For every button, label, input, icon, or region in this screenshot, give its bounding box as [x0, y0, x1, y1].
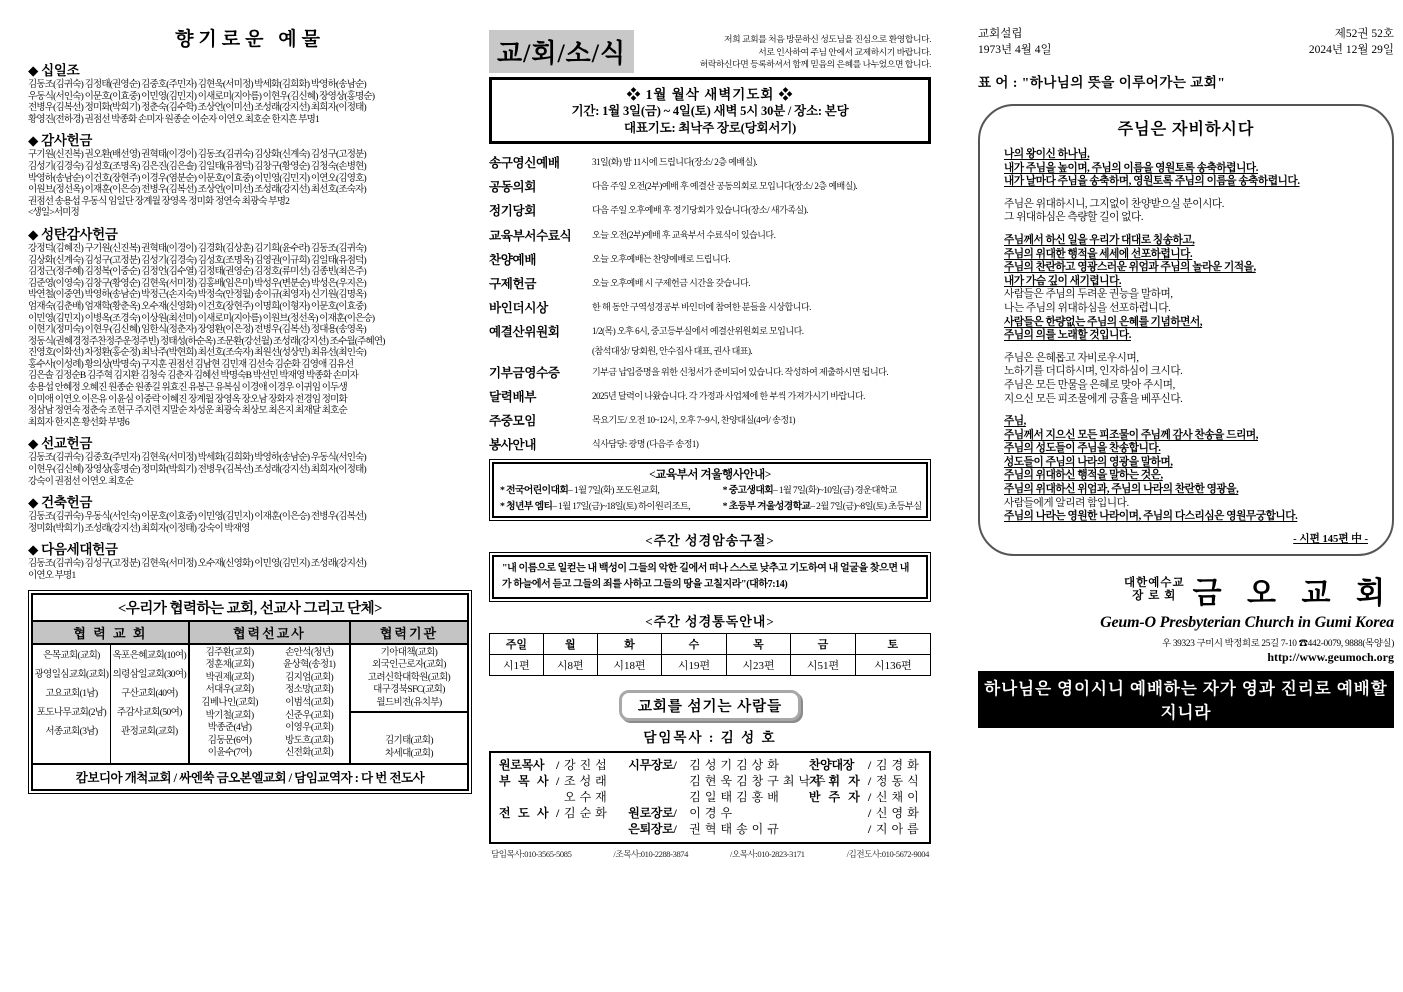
offering-names-line: 정동식(권혜경정주찬정주운정주빈) 정태성(하순옥) 조문환(강선월) 조성래(강지선) 조수월(주혜연): [28, 336, 385, 347]
poem-line: 내가 주님을 높이며, 주님의 이름을 영원토록 송축하렵니다.: [1004, 162, 1258, 174]
servants-name: 김 현 욱 김 창 구 최 낙 주: [689, 774, 827, 789]
church-motto: 표 어 : "하나님의 뜻을 이루어가는 교회": [978, 75, 1226, 90]
partner-missionary: 정소망(교회): [285, 685, 334, 696]
partner-organization: 고려신학대학원(교회): [367, 672, 451, 683]
offering-names-line: 진영호(이화선) 차정환(홍순정) 최낙주(박현희) 최선호(조숙자) 최원선(성상민) 최유선(최인숙): [28, 348, 366, 359]
servants-cell: [495, 773, 628, 789]
servants-cell: [628, 821, 809, 837]
partner-organization: 외국인근로자(교회): [372, 660, 446, 671]
servants-name: 김 성 기 김 상 화: [689, 758, 780, 773]
memory-verse-heading: <주간 성경암송구절>: [645, 533, 775, 549]
poem-line: 주님은 위대하시니, 그지없이 찬양받으실 분이시다.: [1004, 198, 1224, 210]
poem-stanza: [1004, 510, 1368, 524]
responsive-reading-citation: - 시편 145편 中 -: [1293, 533, 1368, 545]
partner-church: 구산교회(40여): [121, 688, 178, 699]
poem-line: 지으신 모든 피조물에게 긍휼을 베푸신다.: [1004, 393, 1183, 405]
reading-day-cell: 화: [597, 634, 662, 655]
poem-stanza: [1004, 415, 1368, 497]
reading-day-cell: 월: [543, 634, 597, 655]
offering-section: [28, 59, 472, 126]
offering-names-line: 이현기(정미숙) 이현우(김신혜) 임한식(정춘자) 장영환(이은정) 전병우(김복선) 정대용(송영옥): [28, 325, 366, 336]
servants-role-label: 원로목사 /: [499, 758, 559, 773]
reading-passage-cell: 시136편: [855, 655, 930, 676]
winter-events-box: [489, 459, 931, 521]
offering-names-line: 최희자 한지흔 황선화 부명6: [28, 417, 129, 428]
servants-role-label: 원로장로/: [628, 806, 677, 821]
reading-day-cell: 주일: [490, 634, 544, 655]
offering-names-line: 박연철(이중연) 박영하(송남순) 박정근(손지숙) 박정숙(안정월) 송이규(최영자) 신기원(김명옥): [28, 290, 366, 301]
poem-line: 주님께서 지으신 모든 피조물이 주님께 감사 찬송을 드리며,: [1004, 429, 1258, 441]
partner-church: 은목교회(교회): [43, 650, 100, 661]
partner-missionary: 김지엄(교회): [285, 672, 334, 683]
partner-missionary: 방도흐(교회): [285, 735, 334, 746]
poem-line: 노하기를 더디하시며, 인자하심이 크시다.: [1004, 366, 1183, 378]
servants-cell: [809, 773, 925, 789]
partner-church: 고요교회(1남): [45, 688, 98, 699]
memory-verse-box: [489, 552, 931, 602]
partner-missionary: 박종준(4남): [207, 723, 252, 734]
servants-cell: [628, 789, 809, 805]
announcement-label: 송구영신예배: [489, 156, 560, 170]
dawn-prayer-box: [489, 77, 931, 144]
offering-names-line: <생일>서미정: [28, 208, 80, 219]
servants-cell: [495, 805, 628, 821]
announcement-text: 오늘 오후예배는 찬양예배로 드립니다.: [592, 253, 731, 264]
issue-block: [1309, 26, 1394, 58]
announcement-row: [489, 274, 931, 292]
responsive-reading-body: [1004, 148, 1368, 524]
announcement-row: [489, 387, 931, 405]
offering-names-line: 이미애 이연오 이은유 이윤심 이중락 이혜진 장계월 장영옥 장오남 장화자 전경임 정미화: [28, 394, 347, 405]
reading-passage-cell: 시23편: [726, 655, 791, 676]
reading-heading: <주간 성경통독안내>: [645, 614, 775, 630]
poem-line: 주님은 은혜롭고 자비로우시며,: [1004, 352, 1139, 364]
scripture-banner: 하나님은 영이시니 예배하는 자가 영과 진리로 예배할지니라: [978, 671, 1394, 728]
announcement-text: 식사담당: 광명 (다음주 송정1): [592, 439, 699, 450]
partners-footer: 캄보디아 개척교회 / 싸엔쑥 금오본엘교회 / 담임교역자 : 다 번 전도사: [33, 763, 467, 789]
offering-section-label: ◆ 선교헌금: [28, 436, 93, 452]
announcement-text: 31일(화) 밤 11시에 드립니다(장소/ 2층 예배실).: [592, 157, 758, 167]
servants-cell: [628, 757, 809, 773]
poem-line: 주님,: [1004, 416, 1026, 428]
offering-names-line: 이원브(정선옥) 이재훈(이은승) 전병우(김복선) 조상언(이미선) 조성래(강지선) 최선호(조숙자): [28, 185, 366, 196]
announcement-text: 1/2(목) 오후 6시, 중고등부실에서 예결산위원회로 모입니다.: [592, 326, 804, 337]
denomination-label: 대한예수교 장 로 회: [1124, 576, 1185, 602]
partner-missionary: 손안석(청년): [285, 647, 334, 658]
poem-stanza: [1004, 288, 1368, 315]
poem-line: 주님의 위대하신 위엄과, 주님의 나라의 찬란한 영광을,: [1004, 484, 1239, 496]
partner-missionary: 신준우(교회): [285, 710, 334, 721]
church-founded-date: 1973년 4월 4일: [978, 44, 1052, 56]
reading-passage-cell: 시19편: [662, 655, 727, 676]
partner-organization: 김기태(교회): [384, 736, 433, 747]
servants-cell: [809, 805, 925, 821]
partner-missionary: 이윤수(7여): [207, 748, 252, 759]
church-founded-label: 교회설립: [978, 28, 1023, 40]
announcement-row: [489, 435, 931, 453]
winter-event-item: * 초등부 겨울성경학교– 2월 7일(금)~8일(토) 초등부실: [722, 501, 922, 513]
servants-name: 오 수 재: [564, 790, 608, 805]
servants-role-label: [628, 789, 684, 805]
announcement-label: 교육부서수료식: [489, 228, 572, 243]
winter-events-grid: [500, 482, 920, 512]
servants-name: 강 진 섭: [564, 758, 608, 773]
offering-section: [28, 432, 472, 488]
poem-line: 사람들은 한량없는 주님의 은혜를 기념하면서,: [1004, 316, 1203, 328]
offering-names-line: 김정근(정주혜) 김정복(이중순) 김정언(김수열) 김정태(권영순) 김정호(류미선) 김종빈(최은주): [28, 267, 366, 278]
memory-verse-text: "내 이름으로 일컫는 내 백성이 그들의 악한 길에서 떠나 스스로 낮추고 기도하여 내 얼굴을 찾으면 내가 하늘에서 듣고 그들의 죄를 사하고 그들의 땅을 고칠지라"(대하7:14): [502, 563, 910, 591]
announcement-text: 한 해 동안 구역성경공부 바인더에 참여한 분들을 시상합니다.: [592, 302, 811, 313]
winter-event-item: * 전국어린이대회– 1월 7일(화) 포도원교회,: [500, 485, 660, 497]
church-founded-block: [978, 26, 1052, 58]
partner-organization: 월드비전(유치부): [376, 697, 442, 708]
poem-stanza: [1004, 198, 1368, 225]
partner-orgs-group: [351, 645, 467, 763]
announcement-label: 바인더시상: [489, 301, 548, 316]
servants-name: 신 영 화: [875, 806, 920, 821]
dawn-prayer-schedule: 기간: 1월 3일(금) ~ 4일(토) 새벽 5시 30분 / 장소: 본당: [571, 104, 849, 118]
servants-role-label: [628, 773, 684, 789]
poem-line: 내가 날마다 주님을 송축하며, 영원토록 주님의 이름을 송축하렵니다.: [1004, 176, 1300, 188]
servants-name: 김 일 태 김 홍 배: [689, 790, 780, 805]
partner-missionary: 이범석(교회): [285, 697, 334, 708]
poem-line: 그 위대하심은 측량할 길이 없다.: [1004, 212, 1144, 224]
church-website-url: http://www.geumoch.org: [1267, 649, 1394, 664]
offering-names-line: 엄재숙(김춘배) 엄재학(황춘옥) 오수재(신영화) 이건호(장현주) 이명희(이형자) 이문호(이효중): [28, 301, 366, 312]
partner-church: 옥포은혜교회(10여): [112, 650, 187, 661]
poem-stanza: [1004, 316, 1368, 343]
dawn-prayer-title: ❖ 1월 월삭 새벽기도회 ❖: [626, 87, 794, 102]
responsive-reading-box: [978, 104, 1394, 556]
senior-pastor-line: 담임목사 : 김 성 호: [643, 730, 777, 746]
servants-role-label: [499, 789, 559, 805]
offering-section: [28, 538, 472, 582]
offering-names-line: 정삼남 정연숙 정춘숙 조현구 주지련 지말순 차성운 최광숙 최상모 최은지 최재달 최호순: [28, 406, 347, 417]
offering-names-line: 구기원(신진복) 권오환(배선영) 권혁태(이경이) 김동조(김귀숙) 김상화(신계숙) 김성구(고정분): [28, 150, 366, 161]
poem-stanza: [1004, 352, 1368, 406]
servants-cell: [809, 757, 925, 773]
announcement-row: [489, 201, 931, 219]
partner-missionary: 김동문(6여): [207, 735, 252, 746]
announcement-label: 공동의회: [489, 180, 537, 195]
servants-row: [495, 789, 925, 805]
poem-line: 주님의 찬란하고 영광스러운 위엄과 주님의 놀라운 기적을,: [1004, 262, 1256, 274]
servants-cell: [809, 821, 925, 837]
partner-organization: 기아대책(교회): [380, 647, 438, 658]
partner-missionary: 김베나인(교회): [201, 697, 258, 708]
partner-church: 주감사교회(50여): [116, 707, 182, 718]
offering-sections: [28, 59, 472, 583]
partner-missionary: 정훈채(교회): [205, 660, 254, 671]
partner-missionaries-group: [190, 645, 351, 763]
servants-name: 정 동 식: [875, 774, 920, 789]
contact-phone: 담임목사:010-3565-5085: [491, 849, 572, 860]
contact-phone: /오목사:010-2823-3171: [730, 849, 805, 860]
winter-event-item: * 중고생대회– 1월 7일(화)~10일(금) 경운대학교: [722, 485, 897, 497]
poem-line: 주님의 나라는 영원한 나라이며, 주님의 다스리심은 영원무궁합니다.: [1004, 511, 1298, 523]
servants-badge: 교회를 섬기는 사람들: [619, 690, 801, 721]
servants-row: [495, 757, 925, 773]
offering-names-line: 우동식(서인숙) 이문호(이효중) 이민영(김민지) 이새로미(지아름) 이현우(김신혜) 장영상(홍명순): [28, 91, 375, 102]
announcement-row: [489, 298, 931, 316]
partner-missionary: 서대우(교회): [205, 685, 254, 696]
poem-stanza: [1004, 497, 1368, 511]
servants-role-label: 은퇴장로/: [628, 822, 677, 837]
dawn-prayer-leader: 대표기도: 최낙주 장로(당회서기): [623, 121, 797, 135]
welcome-line: 허락하신다면 등록하셔서 함께 믿음의 은혜를 나누었으면 합니다.: [699, 59, 931, 69]
offering-names-line: 김은솔 김정순B 김주혁 김지환 김청숙 김춘자 김혜선 박명숙B 박선민 박재영 박종화 손미자: [28, 371, 358, 382]
partner-organization: 차세대(교회): [384, 749, 433, 759]
issue-date: 2024년 12월 29일: [1308, 44, 1394, 56]
welcome-line: 서로 인사하여 주님 안에서 교제하시기 바랍니다.: [758, 46, 931, 57]
poem-line: 나의 왕이신 하나님,: [1004, 149, 1090, 160]
partners-column-header: 협력선교사: [190, 622, 351, 643]
announcement-label: 찬양예배: [489, 252, 537, 267]
partners-header-row: [33, 622, 467, 645]
reading-table: [489, 633, 931, 676]
servants-role-label: 찬양대장 /: [808, 758, 871, 773]
offering-names-line: 이민영(김민지) 이병옥(조경숙) 이상원(최선미) 이새로미(지아름) 이원브(정선옥) 이재훈(이은승): [28, 313, 375, 324]
offering-section: [28, 129, 472, 220]
announcement-label: 예결산위원회: [489, 325, 560, 340]
offering-names-line: 김동조(김귀숙) 김중호(주민자) 김현욱(서미정) 박세화(김희화) 박영하(송남순) 우동식(서인숙): [28, 453, 366, 464]
announcement-row: [489, 226, 931, 244]
announcement-row: [489, 250, 931, 268]
offering-names-line: 전병우(김복선) 정미화(박희기) 정춘숙(김수학) 조상언(이미선) 조성래(강지선) 최희자(이정태): [28, 103, 366, 114]
announcement-text: 다음 주일 오전(2부)예배 후 예결산 공동의회로 모입니다(장소/ 2층 예배실).: [592, 181, 858, 192]
offering-names-line: 송용섭 안혜정 오혜진 원종순 원종길 위효진 유봉근 유복심 이경애 이경우 이귀임 이두생: [28, 383, 347, 394]
news-masthead: 교/회/소/식: [489, 30, 634, 73]
announcement-row: [489, 363, 931, 381]
reading-passage-cell: 시8편: [543, 655, 597, 676]
offering-names-line: 박영하(송남순) 이건호(장현주) 이경우(염분순) 이문호(이효중) 이민영(김민지) 이연오(김영호): [28, 173, 366, 184]
offering-names-line: 김성기(김경숙) 김성호(조명옥) 김은진(김은솔) 김일태(유점덕) 김창구(황영순) 김청숙(손병현): [28, 161, 366, 172]
announcement-text: 2025년 달력이 나왔습니다. 각 가정과 사업체에 한 부씩 가져가시기 바랍니다.: [592, 390, 865, 401]
offering-names-line: 김준영(이영숙) 김창구(황영순) 김현욱(서미정) 김홍배(임은미) 박성우(변분순) 박성은(우지은): [28, 278, 366, 289]
poem-line: 성도들이 주님의 나라의 영광을 말하며,: [1004, 456, 1173, 468]
offering-section: [28, 223, 472, 430]
offering-section: [28, 491, 472, 535]
partner-missionary: 박기철(교회): [205, 710, 254, 721]
winter-events-title: <교육부서 겨울행사안내>: [649, 469, 771, 482]
partner-church: 포도나무교회(2남): [36, 707, 107, 718]
offering-names-line: 홍수사(이성례) 황의상(박명숙) 구지훈 권점선 김남현 김민재 김선숙 김순화 김영애 김유선: [28, 359, 354, 370]
partner-church: 광영일심교회(교회): [34, 669, 109, 680]
offering-names-line: 황영진(전하경) 권점선 박종화 손미자 원종순 이순자 이연오 최호순 한지흔 부명1: [28, 114, 319, 125]
reading-day-cell: 목: [726, 634, 791, 655]
reading-day-cell: 금: [791, 634, 856, 655]
welcome-text: [634, 30, 931, 71]
servants-name: 조 성 래: [564, 774, 608, 789]
partners-body: [33, 645, 467, 763]
offerings-title: 향기로운 예물: [175, 29, 325, 50]
partner-church: 관정교회(교회): [121, 726, 178, 737]
reading-passage-cell: 시1편: [490, 655, 544, 676]
servants-row: [495, 821, 925, 837]
responsive-reading-title: 주님은 자비하시다: [1117, 121, 1255, 138]
offering-section-label: ◆ 성탄감사헌금: [28, 226, 118, 242]
poem-line: 주님의 위대한 행적을 세세에 선포하렵니다.: [1004, 248, 1193, 260]
partner-church: 서종교회(3남): [45, 726, 98, 737]
announcement-row: [489, 411, 931, 429]
partners-table: [28, 590, 472, 794]
poem-line: 주님께서 하신 일을 우리가 대대로 칭송하고,: [1004, 234, 1195, 246]
servants-cell: [628, 805, 809, 821]
offering-names-line: 김상화(신계숙) 김성구(고정분) 김성기(김경숙) 김성호(조명옥) 김영권(이규희) 김일태(유점덕): [28, 255, 366, 266]
announcement-text: 오늘 오전(2부)예배 후 교육부서 수료식이 있습니다.: [592, 229, 776, 240]
reading-passages-row: [490, 655, 931, 676]
news-column: [489, 30, 931, 860]
offering-names-line: 김동조(김귀숙) 김성구(고정분) 김현욱(서미정) 오수재(신영화) 이민영(김민지) 조성래(강지선): [28, 559, 366, 570]
offering-names-line: 강숙이 권점선 이연오 최호순: [28, 476, 134, 487]
announcement-label: 달력배부: [489, 389, 537, 404]
offering-names-line: 강정덕(김혜진) 구기원(신진복) 권혁태(이경이) 김경화(김상훈) 김기희(윤수라) 김동조(김귀숙): [28, 243, 366, 254]
offerings-column: [28, 24, 472, 794]
servants-role-label: /: [867, 822, 871, 837]
announcement-label: 구제헌금: [489, 276, 537, 291]
announcement-text: 오늘 오후예배 시 구제헌금 시간을 갖습니다.: [592, 277, 750, 288]
servants-name: 김 경 화: [875, 758, 920, 773]
servants-cell: [628, 773, 827, 789]
offering-names-line: 이현우(김신혜) 장영상(홍명순) 정미화(박희기) 전병우(김복선) 조성래(강지선) 최희자(이정태): [28, 465, 366, 476]
announcement-text: 기부금 납입증명을 위한 신청서가 준비되어 있습니다. 작성하여 제출하시면 됩니다.: [592, 366, 889, 377]
servants-name: 권 혁 태 송 이 규: [689, 822, 780, 837]
announcement-label: 주중모임: [489, 414, 537, 429]
offering-names-line: 정미화(박희기) 조성래(강지선) 최희자(이정태) 강숙이 박재영: [28, 523, 250, 534]
poem-line: 주님은 모든 만물을 은혜로 맞아 주시며,: [1004, 379, 1175, 391]
poem-line: 주님의 성도들이 주님을 찬송합니다.: [1004, 443, 1161, 455]
offering-names-line: 김동조(김귀숙) 김정태(권영순) 김중호(주민자) 김현욱(서미정) 박세화(김희화) 박영하(송남순): [28, 80, 366, 90]
partner-missionary: 이영우(교회): [285, 723, 334, 734]
cover-column: [978, 26, 1394, 728]
poem-line: 사람들에게 알리려 함입니다.: [1004, 497, 1129, 509]
reading-day-cell: 토: [855, 634, 930, 655]
announcement-text-continued: (참석대상/ 당회원, 안수집사 대표, 권사 대표).: [592, 345, 753, 356]
church-name: 금 오 교 회: [1192, 576, 1394, 610]
poem-line: 사람들은 주님의 두려운 권능을 말하며,: [1004, 289, 1173, 301]
poem-line: 나는 주님의 위대하심을 선포하렵니다.: [1004, 302, 1171, 314]
partners-column-header: 협력기관: [351, 622, 467, 643]
partner-missionary: 박권제(교회): [205, 672, 254, 683]
offering-names-line: 김동조(김귀숙) 우동식(서인숙) 이문호(이효중) 이민영(김민지) 이재훈(이은승) 전병우(김복선): [28, 512, 366, 523]
offering-section-label: ◆ 건축헌금: [28, 495, 93, 511]
servants-role-label: 반 주 자 /: [808, 790, 871, 805]
servants-role-label: 시무장로/: [628, 758, 677, 773]
servants-row: [495, 805, 925, 821]
announcement-row: [489, 153, 931, 171]
church-name-english: Geum-O Presbyterian Church in Gumi Korea: [1100, 613, 1394, 631]
servants-role-label: 전 도 사 /: [499, 806, 559, 821]
partners-column-header: 협 력 교 회: [33, 622, 190, 643]
servants-row: [495, 773, 925, 789]
contact-phone: /조목사:010-2288-3874: [613, 849, 688, 860]
announcement-text: 다음 주일 오후예배 후 정기당회가 있습니다(장소/ 새가족실).: [592, 205, 808, 216]
church-name-block: [978, 568, 1394, 612]
reading-day-cell: 수: [662, 634, 727, 655]
servants-cell: [495, 821, 628, 837]
offering-names-line: 이연오 부명1: [28, 571, 76, 581]
church-address: 우 39323 구미시 박정희로 25길 7-10 ☎442-0079, 9888(목양실): [1162, 638, 1394, 649]
poem-stanza: [1004, 234, 1368, 288]
servants-cell: [495, 789, 628, 805]
partner-organization: 대구경북SFC(교회): [373, 685, 445, 696]
offering-section-label: ◆ 다음세대헌금: [28, 542, 118, 558]
announcements-list: [489, 153, 931, 453]
issue-number: 제52권 52호: [1334, 28, 1394, 40]
reading-days-row: [490, 634, 931, 655]
partner-church: 의령삼일교회(30여): [112, 669, 187, 680]
servants-name: 이 경 우: [689, 806, 733, 821]
contact-phones: [489, 848, 931, 860]
partners-title: <우리가 협력하는 교회, 선교사 그리고 단체>: [33, 595, 467, 622]
announcement-label: 기부금영수증: [489, 365, 560, 380]
offering-section-label: ◆ 감사헌금: [28, 133, 93, 149]
announcement-row: [489, 177, 931, 195]
announcement-label: 봉사안내: [489, 438, 537, 453]
partner-missionary: 윤상혁(송정1): [283, 660, 336, 671]
announcement-label: 정기당회: [489, 204, 537, 219]
servants-role-label: 부 목 사 /: [499, 774, 559, 789]
servants-name: 김 순 화: [564, 806, 608, 821]
poem-line: 내가 가슴 깊이 새기렵니다.: [1004, 275, 1122, 287]
servants-cell: [495, 757, 628, 773]
contact-phone: /김전도사:010-5672-9004: [846, 849, 929, 860]
servants-name: 지 아 름: [875, 822, 920, 837]
servants-table: [489, 751, 931, 844]
partner-missionary: 신전화(교회): [285, 748, 334, 759]
poem-line: 주님의 의를 노래할 것입니다.: [1004, 330, 1131, 342]
servants-role-label: /: [867, 806, 871, 821]
servants-cell: [809, 789, 925, 805]
servants-role-label: [499, 821, 559, 837]
offering-section-label: ◆ 십일조: [28, 63, 80, 78]
servants-name: 신 채 이: [875, 790, 920, 805]
partner-churches-group: [33, 645, 190, 763]
welcome-line: 저희 교회를 처음 방문하신 성도님을 진심으로 환영합니다.: [724, 34, 931, 44]
poem-line: 주님의 위대하신 행적을 말하는 것은,: [1004, 470, 1163, 482]
reading-passage-cell: 시18편: [597, 655, 662, 676]
poem-stanza: [1004, 148, 1368, 189]
reading-passage-cell: 시51편: [791, 655, 856, 676]
offering-names-line: 권점선 송용섭 우동식 임일단 장계월 장영옥 정미화 정연숙 최광숙 부명2: [28, 196, 290, 207]
servants-role-label: 지 휘 자 /: [808, 774, 871, 789]
announcement-text: 목요기도/ 오전 10~12시, 오후 7~9시, 찬양대실(4여/ 송정1): [592, 415, 796, 426]
winter-event-item: * 청년부 엠티– 1월 17일(금)~18일(토) 하이원리조트,: [500, 501, 691, 513]
partner-missionary: 김주환(교회): [205, 647, 254, 658]
announcement-row: [489, 322, 931, 340]
